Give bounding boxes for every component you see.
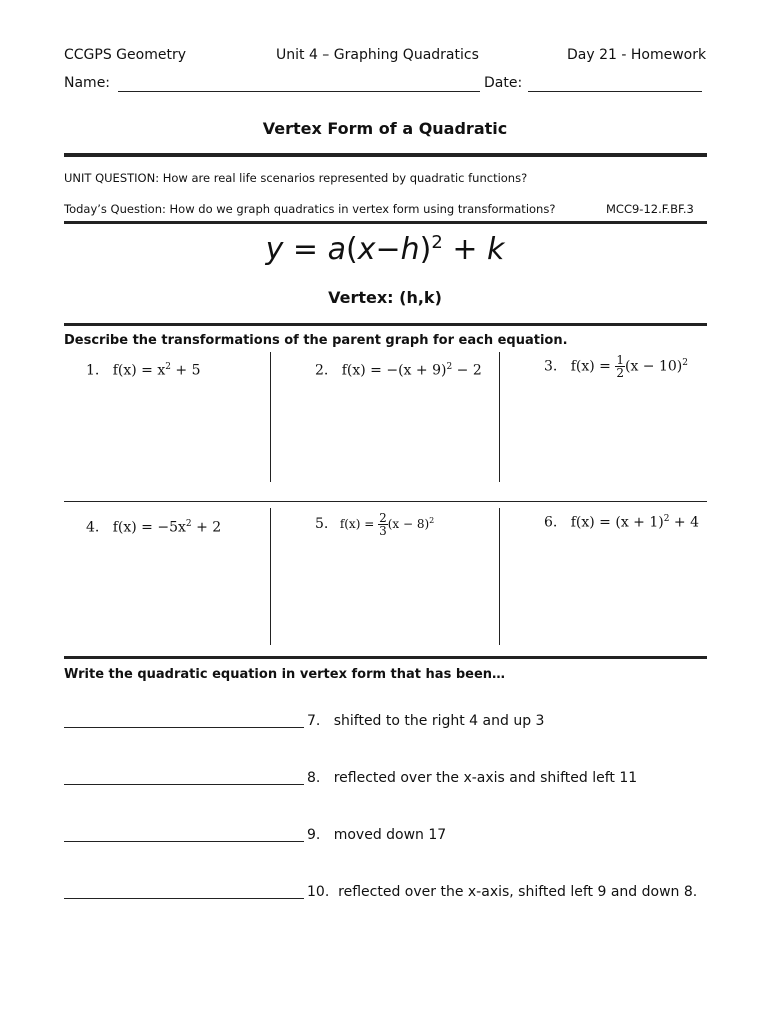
problem-expression-tail: + 5 <box>170 362 201 379</box>
answer-line-8[interactable] <box>64 784 304 785</box>
grid-divider <box>270 508 271 645</box>
problem-expression: f(x) = <box>570 358 616 375</box>
grid-divider <box>499 508 500 645</box>
problem-exponent: 2 <box>165 362 171 372</box>
grid-divider <box>499 352 500 482</box>
problem-expression-tail: (x − 8) <box>387 517 430 531</box>
writing-item-7 <box>307 713 544 729</box>
unit-name: Unit 4 – Graphing Quadratics <box>276 47 479 63</box>
problem-expression-tail: − 2 <box>452 362 482 379</box>
date-field[interactable] <box>528 91 702 92</box>
formula-exponent: 2 <box>431 232 443 253</box>
problem-number: 1. <box>86 362 100 379</box>
fraction-denominator: 2 <box>616 366 624 380</box>
item-text: reflected over the x-axis and shifted left 11 <box>333 770 638 786</box>
problem-exponent: 2 <box>663 514 670 524</box>
problem-number: 5. <box>315 516 329 532</box>
problem-exponent: 2 <box>446 362 453 372</box>
section2-heading: Write the quadratic equation in vertex form that has been… <box>64 667 506 682</box>
date-label: Date: <box>484 75 523 91</box>
problem-fraction <box>378 512 388 537</box>
problem-expression: f(x) = <box>339 517 379 531</box>
answer-line-9[interactable] <box>64 841 304 842</box>
vertex-label: Vertex: (h,k) <box>328 288 442 307</box>
formula-close: ) <box>419 232 432 267</box>
fraction-numerator: 1 <box>616 353 624 367</box>
problem-number: 4. <box>86 519 100 536</box>
problem-expression: f(x) = −5x <box>112 519 186 536</box>
item-number: 8. <box>307 770 321 786</box>
problem-number: 3. <box>544 358 558 375</box>
formula-x: x <box>357 232 376 267</box>
grid-divider <box>270 352 271 482</box>
unit-question: UNIT QUESTION: How are real life scenarios represented by quadratic functions? <box>64 171 528 185</box>
item-number: 7. <box>307 713 321 729</box>
writing-item-9 <box>307 827 446 843</box>
problem-1 <box>86 362 201 379</box>
course-name: CCGPS Geometry <box>64 47 186 63</box>
formula-a: a <box>327 232 346 267</box>
item-text: moved down 17 <box>333 827 447 843</box>
problem-exponent: 2 <box>682 357 688 368</box>
problem-expression: f(x) = −(x + 9) <box>341 362 447 379</box>
formula-equals: = <box>292 232 319 267</box>
problem-expression-tail: (x − 10) <box>625 358 683 375</box>
page-title: Vertex Form of a Quadratic <box>262 119 508 138</box>
formula-plus: + <box>452 232 478 267</box>
fraction-numerator: 2 <box>379 511 387 525</box>
problem-3 <box>544 354 688 379</box>
section1-heading: Describe the transformations of the parent graph for each equation. <box>64 333 568 348</box>
problem-6 <box>544 514 699 531</box>
formula-minus: − <box>375 232 401 267</box>
problem-5 <box>315 512 434 537</box>
item-text: reflected over the x-axis, shifted left 9 and down 8. <box>338 884 698 900</box>
problem-number: 6. <box>544 514 558 531</box>
problem-number: 2. <box>315 362 329 379</box>
formula-open: ( <box>345 232 358 267</box>
divider <box>64 656 707 659</box>
formula-k: k <box>487 232 505 267</box>
problem-exponent: 2 <box>185 519 192 529</box>
name-label: Name: <box>64 75 111 91</box>
divider <box>64 221 707 224</box>
item-text: shifted to the right 4 and up 3 <box>333 713 545 729</box>
divider <box>64 153 707 157</box>
divider <box>64 323 707 326</box>
problem-expression: f(x) = x <box>112 362 166 379</box>
vertex-form-formula <box>0 232 770 267</box>
todays-question: Today’s Question: How do we graph quadratics in vertex form using transformations? <box>64 202 556 216</box>
standard-code: MCC9-12.F.BF.3 <box>606 202 694 216</box>
writing-item-10 <box>307 884 697 900</box>
fraction-denominator: 3 <box>379 524 387 538</box>
name-field[interactable] <box>118 91 480 92</box>
day-label: Day 21 - Homework <box>567 47 707 63</box>
problem-expression-tail: + 4 <box>669 514 699 531</box>
writing-item-8 <box>307 770 637 786</box>
item-number: 9. <box>307 827 321 843</box>
problem-fraction <box>615 354 625 379</box>
answer-line-10[interactable] <box>64 898 304 899</box>
divider <box>64 501 707 502</box>
problem-2 <box>315 362 482 379</box>
formula-h: h <box>400 232 420 267</box>
item-number: 10. <box>307 884 330 900</box>
problem-exponent: 2 <box>429 516 435 525</box>
answer-line-7[interactable] <box>64 727 304 728</box>
problem-expression-tail: + 2 <box>191 519 222 536</box>
formula-y: y <box>265 232 284 267</box>
problem-4 <box>86 519 221 536</box>
problem-expression: f(x) = (x + 1) <box>570 514 664 531</box>
